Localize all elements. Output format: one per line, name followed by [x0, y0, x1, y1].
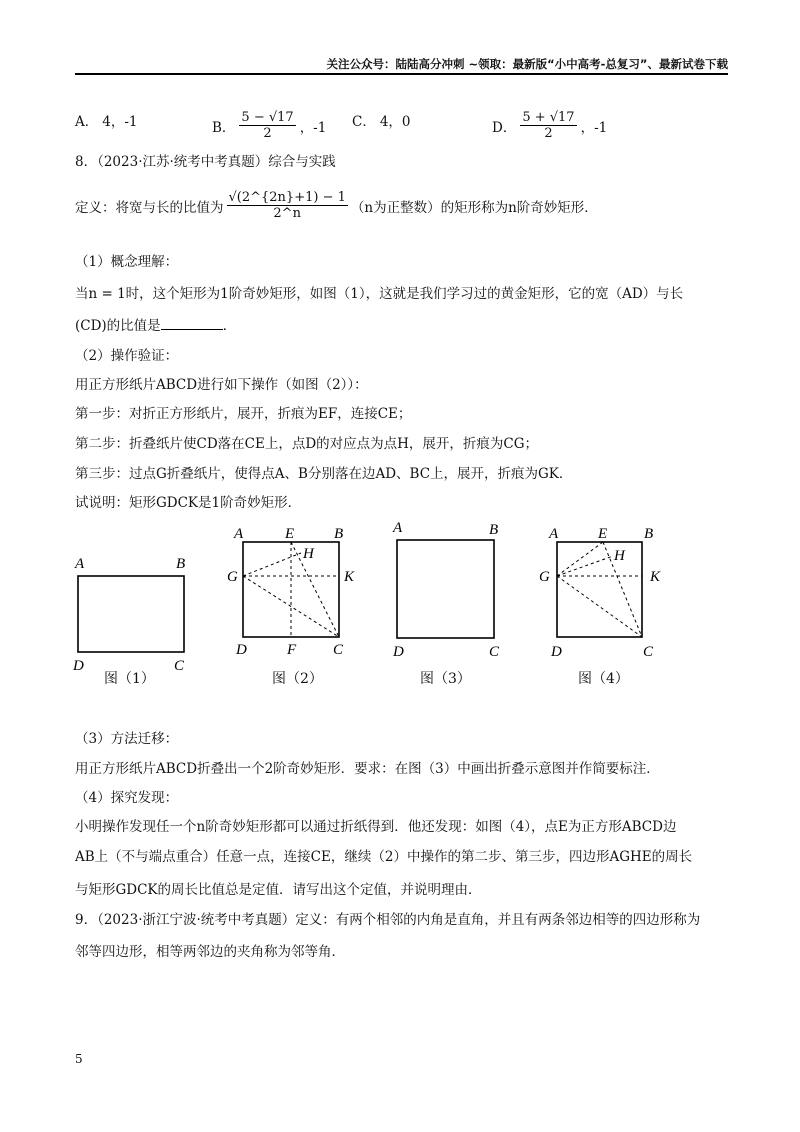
part3-heading: （3）方法迁移： [75, 731, 179, 747]
figure-2 [227, 526, 355, 658]
part1-line2: (CD)的比值是 ． [75, 318, 237, 334]
fig2-line-gh [243, 553, 301, 576]
fig4-line-ge [557, 542, 603, 576]
figure-4 [539, 526, 661, 660]
part4-heading: （4）探究发现： [75, 790, 179, 806]
fig4-caption: 图（4） [578, 671, 629, 687]
fig3-label-a: A [393, 520, 403, 536]
page-number: 5 [75, 1052, 83, 1066]
fig4-fold-cg [557, 576, 642, 637]
part2-heading: （2）操作验证： [75, 348, 179, 364]
option-a: A． 4，-1 [75, 114, 138, 130]
page-header: 关注公众号：陆陆高分冲刺 ~领取：最新版“小中高考-总复习”、最新试卷下载 [326, 57, 728, 71]
fig4-label-a: A [549, 526, 559, 542]
part1-heading: （1）概念理解： [75, 254, 179, 270]
option-d: D． $\frac{5 + √17}{2}$ ，-1 [492, 110, 608, 141]
fig4-label-d: D [551, 644, 562, 660]
fig3-label-d: D [393, 644, 404, 660]
fig3-caption: 图（3） [420, 671, 471, 687]
part2-step3: 第三步：过点G折叠纸片，使得点A、B分别落在边AD、BC上，展开，折痕为GK． [75, 466, 573, 482]
option-c: C． 4，0 [352, 114, 411, 130]
fig1-label-d: D [73, 658, 84, 670]
part4-line2: AB上（不与端点重合）任意一点，连接CE，继续（2）中操作的第二步、第三步，四边形AGHE的周长 [75, 849, 693, 865]
q9-line1: 9．（2023·浙江宁波·统考中考真题）定义：有两个相邻的内角是直角，并且有两条邻边相等的四边形称为 [75, 912, 701, 928]
part2-line1: 用正方形纸片ABCD进行如下操作（如图（2））： [75, 377, 368, 393]
option-b: B． $\frac{5 - √17}{2}$ ，-1 [212, 110, 327, 141]
fig2-label-g: G [227, 569, 238, 585]
figure-3 [392, 520, 500, 660]
answer-blank [161, 317, 223, 330]
fig2-label-b: B [334, 526, 344, 542]
part2-step1: 第一步：对折正方形纸片，展开，折痕为EF，连接CE； [75, 406, 412, 422]
fig2-label-k: K [344, 569, 355, 585]
part1-line1: 当n = 1时，这个矩形为1阶奇妙矩形，如图（1），这就是我们学习过的黄金矩形，它的宽（AD）与长 [75, 286, 684, 302]
q9-line2: 邻等四边形，相等两邻边的夹角称为邻等角． [75, 944, 345, 960]
part2-step2: 第二步：折叠纸片使CD落在CE上，点D的对应点为点H，展开，折痕为CG； [75, 436, 539, 452]
fig2-label-c: C [333, 642, 344, 658]
fig2-caption: 图（2） [272, 671, 323, 687]
fig2-label-f: F [287, 642, 297, 658]
fig1-rectangle [78, 576, 184, 652]
fig4-label-b: B [644, 526, 654, 542]
part2-explain: 试说明：矩形GDCK是1阶奇妙矩形． [75, 495, 302, 511]
fig1-label-b: B [176, 556, 186, 572]
part4-line1: 小明操作发现任一个n阶奇妙矩形都可以通过折纸得到．他还发现：如图（4），点E为正方形ABCD边 [75, 819, 677, 835]
definition-fraction: $\frac{√(2\^{}\{2n\}+1) - 1}{2\^{}n}$ [228, 190, 346, 221]
header-rule [75, 73, 728, 75]
fig3-label-b: B [489, 522, 499, 538]
option-b-fraction: $\frac{5 - √17}{2}$ [241, 110, 294, 141]
option-d-fraction: $\frac{5 + √17}{2}$ [522, 110, 575, 141]
fig2-label-e: E [285, 526, 295, 542]
figure-1 [72, 556, 185, 670]
fig1-label-a: A [75, 556, 85, 572]
fig1-label-c: C [174, 658, 185, 670]
fig4-label-g: G [539, 569, 550, 585]
fig4-line-gh [557, 556, 613, 576]
part4-line3: 与矩形GDCK的周长比值总是定值．请写出这个定值，并说明理由． [75, 882, 482, 898]
part3-line1: 用正方形纸片ABCD折叠出一个2阶奇妙矩形．要求：在图（3）中画出折叠示意图并作简要标注． [75, 761, 660, 777]
fig1-caption: 图（1） [104, 671, 155, 687]
fig4-label-c: C [643, 644, 654, 660]
fig2-label-h: H [303, 546, 314, 562]
fig4-square [557, 542, 642, 637]
fig2-label-d: D [236, 642, 247, 658]
fig3-label-c: C [489, 644, 500, 660]
fig2-label-a: A [234, 526, 244, 542]
figures-row [0, 520, 800, 670]
fig2-line-ce [291, 542, 339, 637]
q8-title: 8．（2023·江苏·统考中考真题）综合与实践 [75, 154, 336, 170]
fig4-label-k: K [650, 569, 661, 585]
fig4-label-e: E [598, 526, 608, 542]
q8-definition: 定义：将宽与长的比值为 $\frac{√(2\^{}\{2n\}+1) - 1}{2\^{}n}$ （n为正整数）的矩形称为n阶奇妙矩形． [75, 190, 598, 221]
fig4-label-h: H [614, 548, 625, 564]
fig3-square [397, 540, 494, 638]
